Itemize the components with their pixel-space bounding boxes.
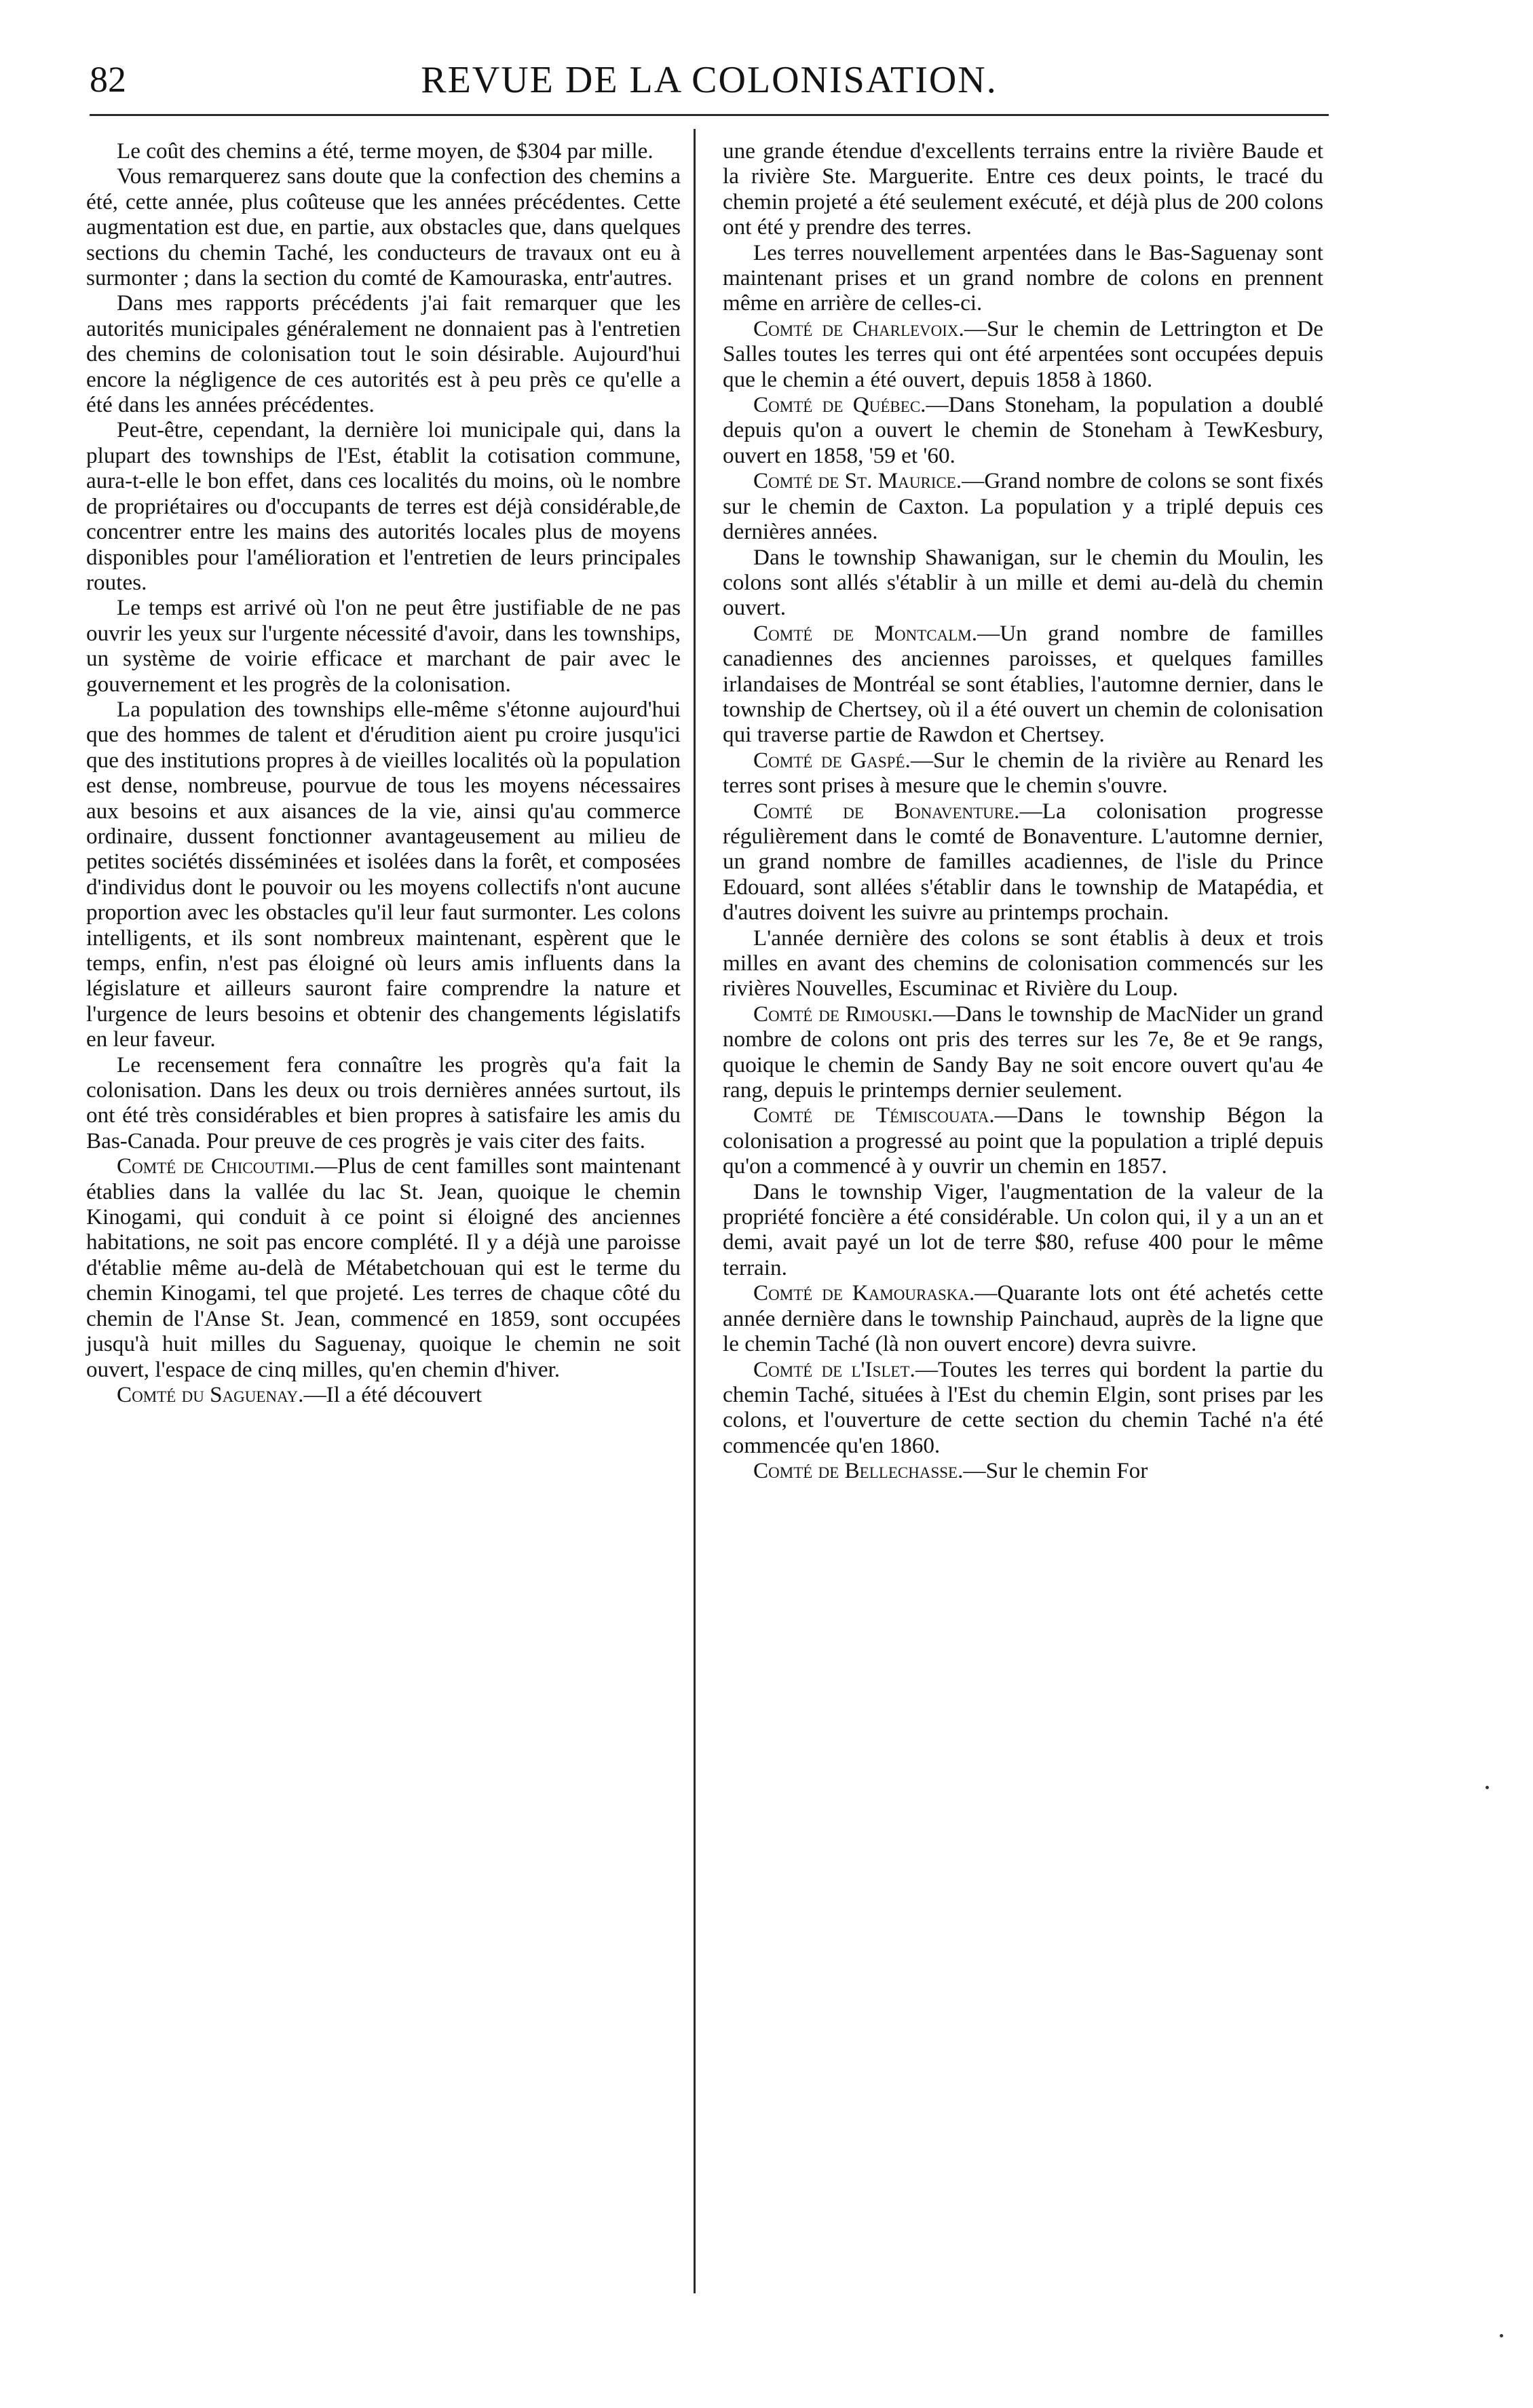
paragraph: Le temps est arrivé où l'on ne peut être justifiable de ne pas ouvrir les yeux sur l'urgente nécessité d'avoir, dans les townships, un système de voirie efficace et marchant de pair avec le gouvernement et les progrès de la colonisation. bbox=[86, 595, 681, 697]
county-text: —Dans Stoneham, la population a doublé depuis qu'on a ouvert le chemin de Stoneham à TewKesbury, ouvert en 1858, '59 et '60. bbox=[723, 392, 1323, 468]
county-text: —Sur le chemin de la rivière au Renard les terres sont prises à mesure que le chemin s'ouvre. bbox=[723, 747, 1323, 799]
county-heading: Comté de Québec. bbox=[753, 392, 926, 418]
county-heading: Comté de Chicoutimi. bbox=[117, 1153, 315, 1179]
county-heading: Comté de Gaspé. bbox=[753, 747, 911, 773]
county-paragraph bbox=[723, 1357, 1323, 1459]
paragraph: Dans mes rapports précédents j'ai fait remarquer que les autorités municipales généralement ne donnaient pas à l'entretien des chemins de colonisation tout le soin désirable. Aujourd'hui encore la négligence de ces autorités est à peu près ce qu'elle a été dans les années précédentes. bbox=[86, 290, 681, 418]
scan-speck bbox=[1500, 2334, 1503, 2337]
county-heading: Comté de l'Islet. bbox=[753, 1356, 915, 1382]
county-text: —Sur le chemin For bbox=[963, 1458, 1148, 1484]
paragraph: Peut-être, cependant, la dernière loi municipale qui, dans la plupart des townships de l'Est, établit la cotisation commune, aura-t-elle le bon effet, dans ces localités du moins, où le nombre de propriétaires ou d'occupants de terres est déjà considérable,de concentrer entre les mains des autorités locales plus de moyens disponibles pour l'amélioration et l'entretien de leurs principales routes. bbox=[86, 417, 681, 595]
county-heading: Comté du Saguenay. bbox=[117, 1381, 304, 1407]
column-divider bbox=[694, 129, 696, 2293]
county-text: —Grand nombre de colons se sont fixés sur le chemin de Caxton. La population y a triplé depuis ces dernières années. bbox=[723, 468, 1323, 545]
county-text: —Dans le township Bégon la colonisation a progressé au point que la population a triplé depuis qu'on a commencé à y ouvrir un chemin en 1857. bbox=[723, 1103, 1323, 1179]
paragraph-continued: une grande étendue d'excellents terrains entre la rivière Baude et la rivière Ste. Marguerite. Entre ces deux points, le tracé du chemin projeté a été seulement exécuté, et déjà plus de 200 colons ont été y prendre des terres. bbox=[723, 138, 1323, 240]
paragraph: Le coût des chemins a été, terme moyen, de $304 par mille. bbox=[117, 138, 654, 164]
paragraph: Le recensement fera connaître les progrès qu'a fait la colonisation. Dans les deux ou trois dernières années surtout, ils ont été très considérables et bien propres à satisfaire les amis du Bas-Canada. Pour preuve de ces progrès je vais citer des faits. bbox=[86, 1052, 681, 1153]
county-paragraph bbox=[723, 392, 1323, 468]
county-heading: Comté de Bellechasse. bbox=[753, 1458, 964, 1484]
county-paragraph bbox=[86, 1382, 681, 1407]
page-number: 82 bbox=[90, 59, 126, 100]
county-heading: Comté de Charlevoix. bbox=[753, 316, 964, 341]
county-paragraph bbox=[723, 1001, 1323, 1103]
county-text: —Plus de cent familles sont maintenant établies dans la vallée du lac St. Jean, quoique le chemin Kinogami, qui conduit à ce point si éloigné des anciennes habitations, ne soit pas encore complété. Il y a déjà une paroisse d'établie même au-delà de Métabetchouan qui est le terme du chemin Kinogami, tel que projeté. Les terres de chaque côté du chemin de l'Anse St. Jean, commencé en 1859, sont occupées jusqu'à huit milles du Saguenay, quoique le chemin ne soit ouvert, l'espace de cinq milles, qu'en chemin d'hiver. bbox=[86, 1153, 681, 1382]
page-header bbox=[90, 58, 1329, 113]
county-text: —Il a été découvert bbox=[303, 1381, 482, 1407]
county-heading: Comté de St. Maurice. bbox=[753, 468, 962, 494]
county-paragraph bbox=[723, 1458, 1323, 1483]
left-column bbox=[86, 138, 681, 1407]
county-heading: Comté de Montcalm. bbox=[753, 620, 978, 646]
county-paragraph bbox=[723, 621, 1323, 748]
county-heading: Comté de Témiscouata. bbox=[753, 1103, 995, 1128]
county-paragraph bbox=[723, 316, 1323, 392]
county-heading: Comté de Bonaventure. bbox=[753, 798, 1020, 824]
county-text: —Sur le chemin de Lettrington et De Salles toutes les terres qui ont été arpentées sont occupées depuis que le chemin a été ouvert, depuis 1858 à 1860. bbox=[723, 316, 1323, 392]
county-text: —Toutes les terres qui bordent la partie du chemin Taché, situées à l'Est du chemin Elgin, sont prises par les colons, et l'ouverture de cette section du chemin Taché n'a été commencée qu'en 1860. bbox=[723, 1356, 1323, 1458]
county-paragraph bbox=[723, 748, 1323, 799]
county-heading: Comté de Rimouski. bbox=[753, 1001, 933, 1027]
county-heading: Comté de Kamouraska. bbox=[753, 1280, 975, 1306]
county-paragraph bbox=[723, 799, 1323, 925]
paragraph: Dans le township Viger, l'augmentation de la valeur de la propriété foncière a été considérable. Un colon qui, il y a un an et demi, avait payé un lot de terre $80, refuse 400 pour le même terrain. bbox=[723, 1179, 1323, 1280]
right-column bbox=[723, 138, 1323, 1484]
county-text: —La colonisation progresse régulièrement dans le comté de Bonaventure. L'automne dernier, un grand nombre de familles acadiennes, de l'isle du Prince Edouard, sont allées s'établir dans le township de Matapédia, et d'autres doivent les suivre au printemps prochain. bbox=[723, 798, 1323, 925]
county-paragraph bbox=[86, 1153, 681, 1382]
county-text: —Un grand nombre de familles canadiennes des anciennes paroisses, et quelques familles irlandaises de Montréal se sont établies, l'automne dernier, dans le township de Chertsey, où il a été ouvert un chemin de colonisation qui traverse partie de Rawdon et Chertsey. bbox=[723, 620, 1323, 748]
county-text: —Dans le township de MacNider un grand nombre de colons ont pris des terres sur les 7e, 8e et 9e rangs, quoique le chemin de Sandy Bay ne soit encore ouvert qu'au 4e rang, depuis le printemps dernier seulement. bbox=[723, 1001, 1323, 1103]
county-text: —Quarante lots ont été achetés cette année dernière dans le township Painchaud, auprès de la ligne que le chemin Taché (là non ouvert encore) devra suivre. bbox=[723, 1280, 1323, 1357]
county-paragraph bbox=[723, 468, 1323, 544]
paragraph: Les terres nouvellement arpentées dans le Bas-Saguenay sont maintenant prises et un grand nombre de colons en prennent même en arrière de celles-ci. bbox=[723, 240, 1323, 316]
header-rule bbox=[90, 114, 1329, 116]
county-paragraph bbox=[723, 1280, 1323, 1356]
paragraph: La population des townships elle-même s'étonne aujourd'hui que des hommes de talent et d'érudition aient pu croire jusqu'ici que des institutions propres à de vieilles localités où la population est dense, nombreuse, pourvue de tous les moyens nécessaires aux besoins et aux aisances de la vie, ainsi qu'au commerce ordinaire, dussent fonctionner avantageusement au milieu de petites sociétés disséminées et isolées dans la forêt, et composées d'individus dont le pouvoir ou les moyens collectifs n'ont aucune proportion avec les obstacles qu'il leur faut surmonter. Les colons intelligents, et ils sont nombreux maintenant, espèrent que le temps, enfin, n'est pas éloigné où leurs amis influents dans la législature et ailleurs sauront faire comprendre la nature et l'urgence de leurs besoins et obtenir des changements législatifs en leur faveur. bbox=[86, 696, 681, 1052]
paragraph: L'année dernière des colons se sont établis à deux et trois milles en avant des chemins de colonisation commencés sur les rivières Nouvelles, Escuminac et Rivière du Loup. bbox=[723, 925, 1323, 1001]
county-paragraph bbox=[723, 1103, 1323, 1179]
paragraph: Dans le township Shawanigan, sur le chemin du Moulin, les colons sont allés s'établir à un mille et demi au-delà du chemin ouvert. bbox=[723, 544, 1323, 621]
paragraph: Vous remarquerez sans doute que la confection des chemins a été, cette année, plus coûteuse que les années précédentes. Cette augmentation est due, en partie, aux obstacles que, dans quelques sections du chemin Taché, les conducteurs de travaux ont eu à surmonter ; dans la section du comté de Kamouraska, entr'autres. bbox=[86, 164, 681, 291]
running-title: REVUE DE LA COLONISATION. bbox=[421, 59, 998, 101]
scan-speck bbox=[1485, 1786, 1489, 1789]
